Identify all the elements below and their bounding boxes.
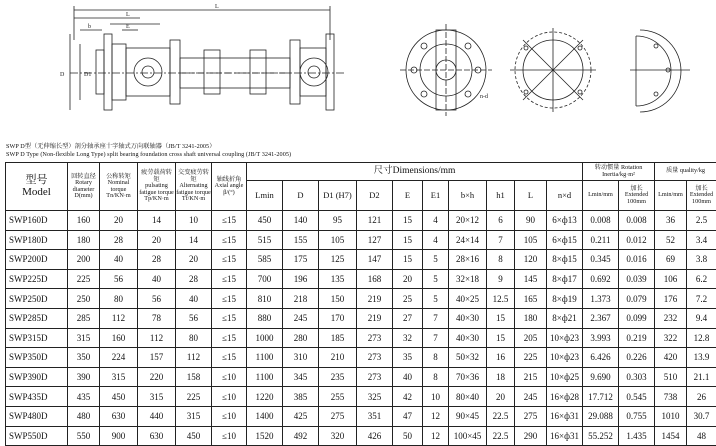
table-cell: 105 [319, 230, 357, 250]
table-cell: 40×25 [449, 289, 487, 309]
model-cell: SWP250D [6, 289, 68, 309]
table-row [6, 250, 716, 270]
table-cell: 9 [487, 269, 515, 289]
table-cell: 48 [687, 426, 716, 446]
table-cell: 25 [393, 289, 423, 309]
table-cell: 0.219 [619, 328, 655, 348]
table-cell: 7 [423, 308, 449, 328]
table-cell: 273 [357, 367, 393, 387]
table-cell: 36 [655, 211, 687, 231]
table-cell: 0.345 [583, 250, 619, 270]
table-cell: 168 [357, 269, 393, 289]
table-cell: 10×ф25 [547, 367, 583, 387]
table-cell: 165 [515, 289, 547, 309]
table-cell: 315 [68, 328, 100, 348]
table-cell: 106 [655, 269, 687, 289]
table-cell: 170 [319, 308, 357, 328]
table-cell: 56 [176, 308, 212, 328]
table-cell: 420 [655, 348, 687, 368]
table-cell: 47 [393, 406, 423, 426]
header-torque: 公称转矩 Nominal torque Tn/KN·m [100, 163, 138, 211]
table-row [6, 328, 716, 348]
table-cell: 7.2 [687, 289, 716, 309]
table-cell: 20 [138, 230, 176, 250]
table-cell: 78 [138, 308, 176, 328]
table-body [6, 211, 716, 446]
dim-label-b: b [88, 24, 91, 30]
table-cell: 0.012 [619, 230, 655, 250]
table-cell: 56 [138, 289, 176, 309]
table-row [6, 387, 716, 407]
table-cell: 9.4 [687, 308, 716, 328]
table-cell: 28 [100, 230, 138, 250]
model-cell: SWP435D [6, 387, 68, 407]
table-cell: 235 [319, 367, 357, 387]
table-cell: 90 [515, 211, 547, 231]
table-cell: 0.008 [583, 211, 619, 231]
table-cell: 125 [319, 250, 357, 270]
table-cell: 150 [319, 289, 357, 309]
table-cell: 1.373 [583, 289, 619, 309]
table-cell: 1520 [247, 426, 283, 446]
table-cell: 32×18 [449, 269, 487, 289]
table-cell: ≤15 [212, 230, 247, 250]
table-cell: 15 [393, 250, 423, 270]
table-cell: 210 [319, 348, 357, 368]
table-cell: 880 [247, 308, 283, 328]
table-cell: ≤15 [212, 348, 247, 368]
table-cell: 900 [100, 426, 138, 446]
table-row [6, 211, 716, 231]
table-cell: 20 [100, 211, 138, 231]
table-cell: 8 [487, 250, 515, 270]
table-cell: 176 [655, 289, 687, 309]
table-cell: 147 [357, 250, 393, 270]
table-cell: 13.9 [687, 348, 716, 368]
table-cell: 5 [423, 250, 449, 270]
header-quality-ext: 加长 Extended 100mm [687, 181, 716, 211]
table-cell: 0.226 [619, 348, 655, 368]
table-cell: 700 [247, 269, 283, 289]
table-cell: 218 [283, 289, 319, 309]
table-cell: 8 [423, 348, 449, 368]
table-cell: 275 [319, 406, 357, 426]
table-cell: 10 [423, 387, 449, 407]
table-cell: 492 [283, 426, 319, 446]
table-cell: 1220 [247, 387, 283, 407]
table-cell: 7 [487, 230, 515, 250]
table-row [6, 426, 716, 446]
table-cell: 35 [393, 348, 423, 368]
model-cell: SWP180D [6, 230, 68, 250]
table-cell: ≤10 [212, 426, 247, 446]
table-cell: 52 [655, 230, 687, 250]
table-cell: 175 [283, 250, 319, 270]
table-cell: 50 [393, 426, 423, 446]
table-cell: 20×12 [449, 211, 487, 231]
table-cell: 450 [100, 387, 138, 407]
table-cell: 15 [393, 211, 423, 231]
table-cell: 80 [176, 328, 212, 348]
table-cell: 0.303 [619, 367, 655, 387]
table-cell: 32 [393, 328, 423, 348]
table-cell: 3.993 [583, 328, 619, 348]
header-d2: D2 [357, 181, 393, 211]
model-cell: SWP390D [6, 367, 68, 387]
table-cell: 630 [138, 426, 176, 446]
table-cell: 158 [176, 367, 212, 387]
table-cell: 0.079 [619, 289, 655, 309]
model-cell: SWP225D [6, 269, 68, 289]
header-axial: 轴线折角 Axial angle β/(°) [212, 163, 247, 211]
header-quality-lmin: Lmin/mm [655, 181, 687, 211]
table-cell: 40 [393, 367, 423, 387]
table-cell: 10×ф23 [547, 348, 583, 368]
table-cell: ≤10 [212, 367, 247, 387]
header-inertia: 转动惯量 Rotation Inertia/kg·m² [583, 163, 655, 181]
table-cell: 12 [423, 426, 449, 446]
header-d: D [283, 181, 319, 211]
table-cell: 20 [393, 269, 423, 289]
table-cell: 127 [357, 230, 393, 250]
table-cell: 245 [515, 387, 547, 407]
table-cell: 28×16 [449, 250, 487, 270]
table-cell: 30.7 [687, 406, 716, 426]
table-cell: 40 [100, 250, 138, 270]
table-cell: 24×14 [449, 230, 487, 250]
header-nd: n×d [547, 181, 583, 211]
model-cell: SWP480D [6, 406, 68, 426]
table-cell: 0.755 [619, 406, 655, 426]
table-cell: 232 [655, 308, 687, 328]
header-d1: D1 (H7) [319, 181, 357, 211]
dim-label-nd: n-d [480, 94, 488, 100]
table-cell: ≤15 [212, 211, 247, 231]
table-row [6, 348, 716, 368]
table-cell: 100×45 [449, 426, 487, 446]
table-cell: 3.8 [687, 250, 716, 270]
table-cell: 3.4 [687, 230, 716, 250]
table-cell: 435 [68, 387, 100, 407]
table-cell: 18 [487, 367, 515, 387]
table-cell: 105 [515, 230, 547, 250]
table-cell: 245 [283, 308, 319, 328]
table-cell: 9.690 [583, 367, 619, 387]
table-cell: 6 [487, 211, 515, 231]
dim-label-l: L [215, 4, 219, 10]
table-cell: 1000 [247, 328, 283, 348]
model-cell: SWP160D [6, 211, 68, 231]
table-cell: 290 [515, 426, 547, 446]
header-model-cn: 型号 [25, 173, 48, 186]
table-cell: 40×30 [449, 328, 487, 348]
table-cell: 0.016 [619, 250, 655, 270]
table-cell: 28 [176, 269, 212, 289]
table-cell: 21.1 [687, 367, 716, 387]
table-cell: 273 [357, 328, 393, 348]
table-cell: 121 [357, 211, 393, 231]
table-cell: 56 [100, 269, 138, 289]
table-cell: 225 [515, 348, 547, 368]
table-cell: 8×ф17 [547, 269, 583, 289]
header-model [6, 163, 68, 211]
table-cell: 310 [283, 348, 319, 368]
spec-table [5, 162, 716, 446]
table-cell: 80×40 [449, 387, 487, 407]
table-cell: 5 [423, 289, 449, 309]
header-h1: h1 [487, 181, 515, 211]
model-cell: SWP315D [6, 328, 68, 348]
table-cell: 215 [515, 367, 547, 387]
table-cell: 155 [283, 230, 319, 250]
table-cell: 157 [138, 348, 176, 368]
table-cell: 1100 [247, 367, 283, 387]
table-cell: 0.099 [619, 308, 655, 328]
header-alternating: 交变疲劳转矩 Alternating fatigue torque Tf/KN·m [176, 163, 212, 211]
header-pulsating: 疲劳载荷转矩 pulsating fatigue torque Tp/KN·m [138, 163, 176, 211]
table-cell: 450 [247, 211, 283, 231]
table-cell: 220 [138, 367, 176, 387]
table-cell: 40×30 [449, 308, 487, 328]
table-cell: 112 [100, 308, 138, 328]
table-cell: 15 [393, 230, 423, 250]
table-cell: 15 [487, 328, 515, 348]
header-e1: E1 [423, 181, 449, 211]
table-cell: 10 [176, 211, 212, 231]
table-cell: 4 [423, 211, 449, 231]
table-cell: 390 [68, 367, 100, 387]
table-cell: 8 [423, 367, 449, 387]
table-cell: 250 [68, 289, 100, 309]
table-cell: 145 [515, 269, 547, 289]
table-cell: 550 [68, 426, 100, 446]
table-cell: 12.8 [687, 328, 716, 348]
table-cell: 180 [68, 230, 100, 250]
table-cell: 80 [100, 289, 138, 309]
header-bh: b×h [449, 181, 487, 211]
table-cell: 29.088 [583, 406, 619, 426]
table-cell: 1010 [655, 406, 687, 426]
table-cell: 515 [247, 230, 283, 250]
table-cell: 50×32 [449, 348, 487, 368]
table-cell: 22.5 [487, 406, 515, 426]
table-cell: 6×ф13 [547, 211, 583, 231]
table-cell: 219 [357, 289, 393, 309]
table-cell: 10×ф23 [547, 328, 583, 348]
table-cell: 280 [283, 328, 319, 348]
table-cell: 285 [68, 308, 100, 328]
caption-english: SWP D Type (Non-flexible Long Type) split bearing foundation cross shaft universal coupling (JB/T 3241-2005) [6, 151, 292, 158]
table-cell: 112 [176, 348, 212, 368]
table-cell: 135 [319, 269, 357, 289]
model-cell: SWP550D [6, 426, 68, 446]
table-cell: 1100 [247, 348, 283, 368]
model-cell: SWP285D [6, 308, 68, 328]
table-cell: 14 [138, 211, 176, 231]
table-cell: 810 [247, 289, 283, 309]
table-cell: 16×ф31 [547, 406, 583, 426]
table-cell: 630 [100, 406, 138, 426]
table-row [6, 230, 716, 250]
table-cell: 160 [68, 211, 100, 231]
header-inertia-lmin: Lmin/mm [583, 181, 619, 211]
table-cell: 345 [283, 367, 319, 387]
table-cell: 219 [357, 308, 393, 328]
table-cell: 196 [283, 269, 319, 289]
table-cell: 585 [247, 250, 283, 270]
table-cell: 40 [176, 289, 212, 309]
table-cell: 70×36 [449, 367, 487, 387]
table-cell: 140 [283, 211, 319, 231]
model-cell: SWP200D [6, 250, 68, 270]
table-cell: ≤15 [212, 328, 247, 348]
table-cell: 4 [423, 230, 449, 250]
table-cell: 1.435 [619, 426, 655, 446]
table-cell: 22.5 [487, 426, 515, 446]
table-cell: 385 [283, 387, 319, 407]
table-cell: 2.5 [687, 211, 716, 231]
table-cell: ≤15 [212, 250, 247, 270]
table-cell: 225 [68, 269, 100, 289]
table-cell: 315 [100, 367, 138, 387]
table-cell: 6.2 [687, 269, 716, 289]
dim-label-lmin: L [126, 12, 130, 18]
header-e: E [393, 181, 423, 211]
table-cell: 2.367 [583, 308, 619, 328]
table-cell: ≤10 [212, 406, 247, 426]
table-cell: 273 [357, 348, 393, 368]
table-cell: 1400 [247, 406, 283, 426]
table-cell: 224 [100, 348, 138, 368]
table-cell: 12.5 [487, 289, 515, 309]
table-cell: 205 [515, 328, 547, 348]
table-cell: 16×ф31 [547, 426, 583, 446]
table-cell: 16×ф28 [547, 387, 583, 407]
table-cell: 95 [319, 211, 357, 231]
table-cell: 26 [687, 387, 716, 407]
table-cell: 5 [423, 269, 449, 289]
table-cell: 0.008 [619, 211, 655, 231]
table-cell: 0.545 [619, 387, 655, 407]
table-cell: 42 [393, 387, 423, 407]
table-cell: 351 [357, 406, 393, 426]
table-cell: 255 [319, 387, 357, 407]
header-quality: 质量 quality/kg [655, 163, 716, 181]
model-cell: SWP350D [6, 348, 68, 368]
table-cell: 0.692 [583, 269, 619, 289]
table-cell: 8×ф19 [547, 289, 583, 309]
header-inertia-ext: 加长 Extended 100mm [619, 181, 655, 211]
table-cell: 350 [68, 348, 100, 368]
table-cell: 738 [655, 387, 687, 407]
table-cell: 16 [487, 348, 515, 368]
table-cell: 90×45 [449, 406, 487, 426]
dim-label-d: D [60, 72, 65, 78]
table-row [6, 308, 716, 328]
table-row [6, 289, 716, 309]
table-cell: 0.211 [583, 230, 619, 250]
table-cell: 480 [68, 406, 100, 426]
table-cell: 20 [176, 250, 212, 270]
header-l: L [515, 181, 547, 211]
table-cell: 12 [423, 406, 449, 426]
table-cell: 17.712 [583, 387, 619, 407]
table-cell: 15 [487, 308, 515, 328]
table-cell: ≤10 [212, 387, 247, 407]
table-cell: 8×ф21 [547, 308, 583, 328]
header-model-en: Model [22, 185, 51, 198]
caption-chinese: SWP D型（无伸缩长型）剖分轴承座十字轴式万向联轴器（JB/T 3241-2005） [6, 143, 216, 150]
table-cell: 69 [655, 250, 687, 270]
header-lmin: Lmin [247, 181, 283, 211]
table-cell: 275 [515, 406, 547, 426]
table-cell: 20 [487, 387, 515, 407]
table-cell: 55.252 [583, 426, 619, 446]
table-cell: 0.039 [619, 269, 655, 289]
table-row [6, 367, 716, 387]
header-rotary: 回转直径 Rotary diameter D(mm) [68, 163, 100, 211]
header-dimensions: 尺寸Dimensions/mm [247, 163, 583, 181]
table-cell: 40 [138, 269, 176, 289]
table-cell: 325 [357, 387, 393, 407]
table-cell: 440 [138, 406, 176, 426]
table-cell: 6.426 [583, 348, 619, 368]
technical-drawing [0, 0, 716, 140]
table-cell: 320 [319, 426, 357, 446]
table-cell: ≤15 [212, 308, 247, 328]
table-cell: 180 [515, 308, 547, 328]
table-cell: 28 [138, 250, 176, 270]
table-cell: 200 [68, 250, 100, 270]
table-cell: 14 [176, 230, 212, 250]
table-cell: 7 [423, 328, 449, 348]
table-cell: 6×ф15 [547, 230, 583, 250]
table-cell: 315 [176, 406, 212, 426]
table-cell: 8×ф15 [547, 250, 583, 270]
table-cell: 450 [176, 426, 212, 446]
table-cell: 185 [319, 328, 357, 348]
table-cell: 112 [138, 328, 176, 348]
table-row [6, 269, 716, 289]
dim-label-d1: D1 [84, 72, 92, 78]
table-cell: ≤15 [212, 269, 247, 289]
table-cell: 425 [283, 406, 319, 426]
table-cell: 160 [100, 328, 138, 348]
table-row [6, 406, 716, 426]
table-cell: 120 [515, 250, 547, 270]
table-cell: 510 [655, 367, 687, 387]
table-cell: 426 [357, 426, 393, 446]
table-cell: 1454 [655, 426, 687, 446]
table-cell: 322 [655, 328, 687, 348]
table-cell: 225 [176, 387, 212, 407]
table-cell: 27 [393, 308, 423, 328]
table-cell: ≤15 [212, 289, 247, 309]
table-cell: 315 [138, 387, 176, 407]
dim-label-e: E [126, 24, 130, 30]
